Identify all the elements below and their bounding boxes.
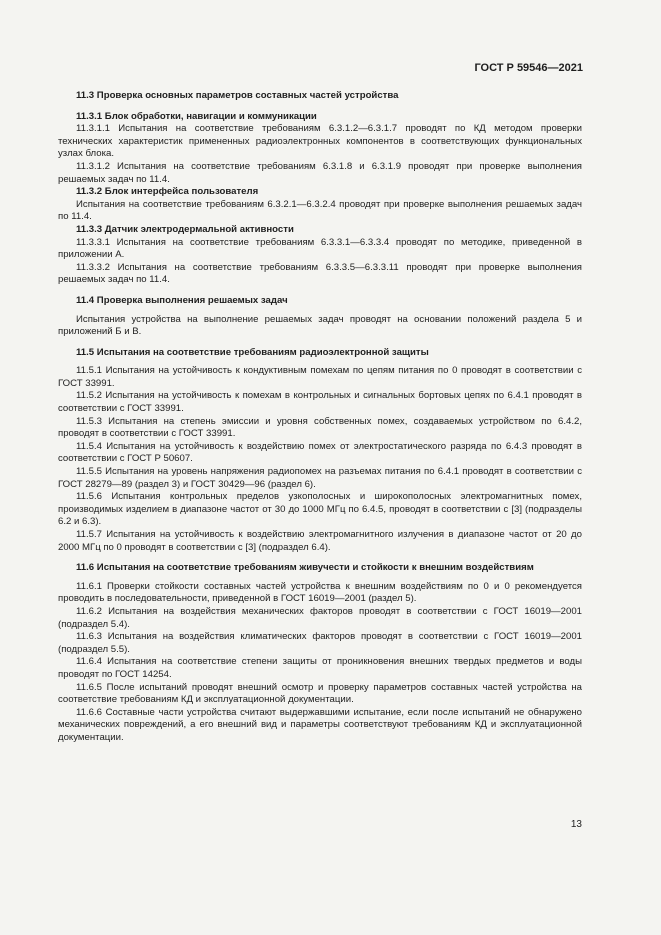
- subsection-heading-11-3-2: 11.3.2 Блок интерфейса пользователя: [76, 186, 259, 198]
- paragraph-11-3-2: Испытания на соответствие требованиям 6.3.2.1—6.3.2.4 проводят при проверке выполнения решаемых задач по 11.4.: [58, 198, 582, 223]
- section-heading-11-3: 11.3 Проверка основных параметров составных частей устройства: [76, 90, 399, 101]
- paragraph-11-5-1: 11.5.1 Испытания на устойчивость к кондуктивным помехам по цепям питания по 0 проводят в соответствии с ГОСТ 33991.: [58, 365, 582, 389]
- paragraph-11-6-1: 11.6.1 Проверки стойкости составных частей устройства к внешним воздействиям по 0 и 0 рекомендуется проводить в последовательности, приведенной в ГОСТ 16019—2001 (раздел 5).: [58, 580, 582, 605]
- paragraph-11-4: Испытания устройства на выполнение решаемых задач проводят на основании положений раздела 5 и приложений Б и В.: [58, 313, 582, 338]
- paragraph-11-6-5: 11.6.5 После испытаний проводят внешний осмотр и проверку параметров составных частей устройства на соответствие требованиям КД и эксплуатационной документации.: [58, 681, 582, 706]
- section-heading-11-4: 11.4 Проверка выполнения решаемых задач: [76, 294, 288, 306]
- paragraph-11-3-3-1: 11.3.3.1 Испытания на соответствие требованиям 6.3.3.1—6.3.3.4 проводят по методике, приведенной в приложении А.: [58, 236, 582, 261]
- paragraph-11-5-4: 11.5.4 Испытания на устойчивость к воздействию помех от электростатического разряда по 6.4.3 проводят в соответствии с ГОСТ Р 50607.: [58, 440, 582, 465]
- paragraph-11-5-5: 11.5.5 Испытания на уровень напряжения радиопомех на разъемах питания по 6.4.1 проводят в соответствии с ГОСТ 28279—89 (раздел 3) и ГОСТ 30429—96 (раздел 6).: [58, 466, 582, 490]
- section-heading-11-5: 11.5 Испытания на соответствие требованиям радиоэлектронной защиты: [76, 346, 429, 358]
- paragraph-11-6-2: 11.6.2 Испытания на воздействия механических факторов проводят в соответствии с ГОСТ 16019—2001 (подраздел 5.4).: [58, 605, 582, 630]
- paragraph-11-5-3: 11.5.3 Испытания на степень эмиссии и уровня собственных помех, создаваемых устройством по 6.4.2, проводят в соответствии с ГОСТ 33991.: [58, 415, 582, 440]
- paragraph-11-6-3: 11.6.3 Испытания на воздействия климатических факторов проводят в соответствии с ГОСТ 16019—2001 (подраздел 5.5).: [58, 631, 582, 655]
- document-code-header: ГОСТ Р 59546—2021: [474, 62, 583, 74]
- paragraph-11-5-7: 11.5.7 Испытания на устойчивость к воздействию электромагнитного излучения в диапазоне частот от 20 до 2000 МГц по 0 проводят в соответствии с [3] (подраздел 6.4).: [58, 529, 582, 553]
- paragraph-11-5-2: 11.5.2 Испытания на устойчивость к помехам в контрольных и сигнальных бортовых цепях по 6.4.1 проводят в соответствии с ГОСТ 33991.: [58, 390, 582, 415]
- paragraph-11-3-1-2: 11.3.1.2 Испытания на соответствие требованиям 6.3.1.8 и 6.3.1.9 проводят при проверке выполнения решаемых задач по 11.4.: [58, 160, 582, 185]
- paragraph-11-3-1-1: 11.3.1.1 Испытания на соответствие требованиям 6.3.1.2—6.3.1.7 проводят по КД методом проверки технических характеристик примененных радиоэлектронных компонентов в соответствующих функциональных узлах блока.: [58, 123, 582, 160]
- paragraph-11-6-4: 11.6.4 Испытания на соответствие степени защиты от проникновения внешних твердых предметов и воды проводят по ГОСТ 14254.: [58, 656, 582, 680]
- paragraph-11-5-6: 11.5.6 Испытания контрольных пределов узкополосных и широкополосных электромагнитных помех, производимых изделием в диапазоне частот от 30 до 1000 МГц по 6.4.5, проводят в соответствии с [3] (подразделы 6.2 и 6.3).: [58, 491, 582, 528]
- paragraph-11-6-6: 11.6.6 Составные части устройства считают выдержавшими испытание, если после испытаний не обнаружено механических повреждений, а его внешний вид и параметры соответствуют требованиям КД и эксплуатационной документации.: [58, 706, 582, 743]
- page-number: 13: [570, 819, 582, 830]
- paragraph-11-3-3-2: 11.3.3.2 Испытания на соответствие требованиям 6.3.3.5—6.3.3.11 проводят при проверке выполнения решаемых задач по 11.4.: [58, 261, 582, 286]
- subsection-heading-11-3-3: 11.3.3 Датчик электродермальной активности: [76, 223, 294, 235]
- section-heading-11-6: 11.6 Испытания на соответствие требованиям живучести и стойкости к внешним воздействиям: [76, 562, 534, 574]
- document-body: [58, 90, 582, 745]
- subsection-heading-11-3-1: 11.3.1 Блок обработки, навигации и коммуникации: [76, 110, 317, 122]
